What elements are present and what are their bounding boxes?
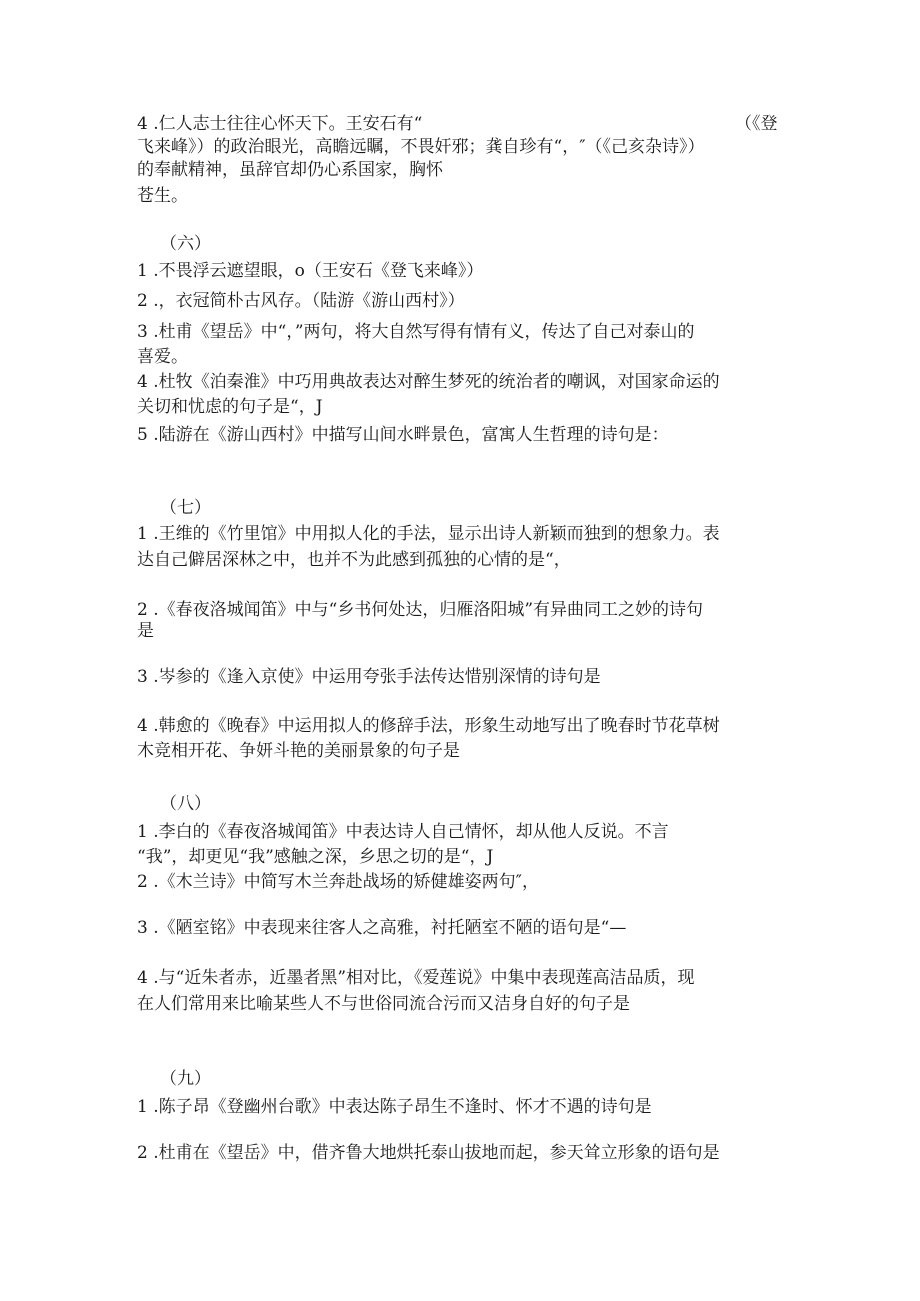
question-5-4-line-4: 苍生。	[137, 186, 188, 206]
section-6-question-1: 1 .不畏浮云遮望眼，o（王安石《登飞来峰》）	[137, 261, 484, 281]
section-8-question-4-line-2: 在人们常用来比喻某些人不与世俗同流合污而又洁身自好的句子是	[137, 994, 630, 1014]
section-9-heading: （九）	[160, 1069, 211, 1089]
section-7-question-2-line-1: 2 .《春夜洛城闻笛》中与“乡书何处达，归雁洛阳城”有异曲同工之妙的诗句	[137, 600, 704, 620]
section-7-question-1-line-1: 1 .王维的《竹里馆》中用拟人化的手法，显示出诗人新颖而独到的想象力。表	[137, 524, 720, 544]
section-6-question-5: 5 .陆游在《游山西村》中描写山间水畔景色，富寓人生哲理的诗句是：	[137, 425, 669, 445]
section-9-question-2: 2 .杜甫在《望岳》中，借齐鲁大地烘托泰山拔地而起，参天耸立形象的语句是	[137, 1143, 720, 1163]
section-8-question-1-line-2: “我”，却更见“我”感触之深，乡思之切的是“，J	[137, 847, 494, 867]
question-5-4-line-2: 飞来峰》）的政治眼光，高瞻远瞩，不畏奸邪；龚自珍有“，″（《己亥杂诗》）	[137, 137, 705, 157]
section-7-question-1-line-2: 达自己僻居深林之中，也并不为此感到孤独的心情的是“，	[137, 550, 571, 570]
section-7-question-4-line-1: 4 .韩愈的《晚春》中运用拟人的修辞手法，形象生动地写出了晚春时节花草树	[137, 716, 720, 736]
question-5-4-line-1-right: （《登	[735, 114, 778, 134]
section-6-question-2: 2 .，衣冠简朴古风存。（陆游《游山西村》）	[137, 291, 465, 311]
section-8-question-1-line-1: 1 .李白的《春夜洛城闻笛》中表达诗人自己情怀，却从他人反说。不言	[137, 822, 669, 842]
section-6-question-3-line-2: 喜爱。	[137, 347, 188, 367]
section-7-question-4-line-2: 木竞相开花、争妍斗艳的美丽景象的句子是	[137, 741, 460, 761]
section-7-question-2-line-2: 是	[137, 621, 154, 641]
section-6-question-4-line-2: 关切和忧虑的句子是“，J	[137, 397, 323, 417]
section-6-question-4-line-1: 4 .杜牧《泊秦淮》中巧用典故表达对醉生梦死的统治者的嘲讽，对国家命运的	[137, 372, 720, 392]
section-9-question-1: 1 .陈子昂《登幽州台歌》中表达陈子昂生不逢时、怀才不遇的诗句是	[137, 1097, 652, 1117]
section-8-question-4-line-1: 4 .与“近朱者赤，近墨者黑”相对比，《爱莲说》中集中表现莲高洁品质，现	[137, 968, 695, 988]
section-7-question-3: 3 .岑参的《逢入京使》中运用夸张手法传达惜别深情的诗句是	[137, 667, 601, 687]
section-6-heading: （六）	[160, 234, 211, 254]
section-8-heading: （八）	[160, 794, 211, 814]
section-6-question-3-line-1: 3 .杜甫《望岳》中“，”两句，将大自然写得有情有义，传达了自己对泰山的	[137, 322, 695, 342]
section-7-heading: （七）	[160, 498, 211, 518]
question-5-4-line-3: 的奉献精神，虽辞官却仍心系国家，胸怀	[137, 160, 443, 180]
question-5-4-line-1: 4 .仁人志士往往心怀天下。王安石有“	[137, 114, 423, 134]
section-8-question-3: 3 .《陋室铭》中表现来往客人之高雅，衬托陋室不陋的语句是“—	[137, 918, 627, 938]
section-8-question-2: 2 .《木兰诗》中简写木兰奔赴战场的矫健雄姿两句″，	[137, 872, 539, 892]
